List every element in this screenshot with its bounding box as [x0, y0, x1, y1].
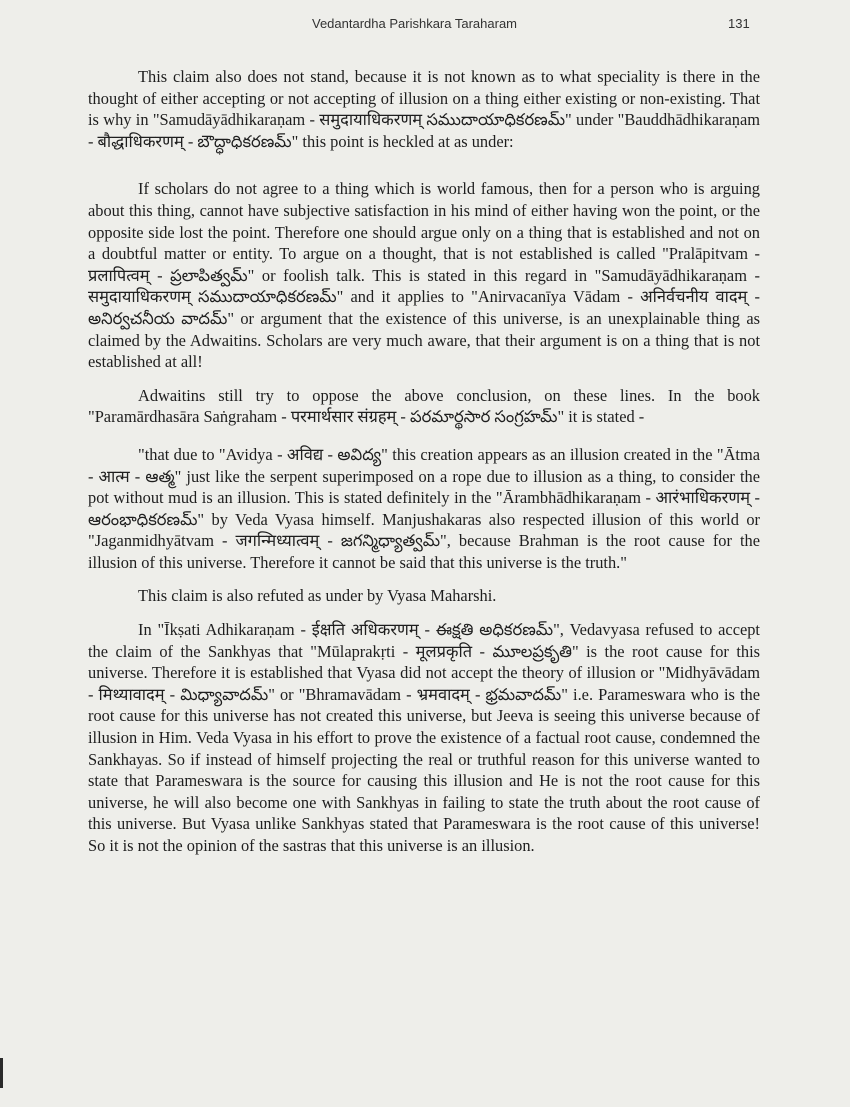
- page-header: [0, 16, 850, 36]
- paragraph-2: If scholars do not agree to a thing which is world famous, then for a person who is arguing about this thing, cannot have subjective satisfaction in his mind of either having won the point, or the opposite side lost the point. Therefore one should argue only on a thing that is established and not on a doubtful matter or entity. To argue on a thought, that is not established is called "Pralāpitvam - प्रलापित्वम् - ప్రలాపిత్వమ్" or foolish talk. This is stated in this regard in "Samudāyādhikaraṇam - समुदायाधिकरणम् సముదాయాధికరణమ్" and it applies to "Anirvacanīya Vādam - अनिर्वचनीय वादम् - అనిర్వచనీయ వాదమ్" or argument that the existence of this universe, is an unexplainable thing as claimed by the Adwaitins. Scholars are very much aware, that their argument is on a thing that is not established at all!: [88, 179, 760, 372]
- paragraph-1: This claim also does not stand, because it is not known as to what speciality is there in the thought of either accepting or not accepting of illusion on a thing either existing or non-existing. That is why in "Samudāyādhikaraṇam - समुदायाधिकरणम् సముదాయాధికరణమ్" under "Bauddhādhikaraṇam - बौद्धाधिकरणम् - బౌద్ధాధికరణమ్" this point is heckled at as under:: [88, 67, 760, 151]
- paragraph-5: This claim is also refuted as under by Vyasa Maharshi.: [138, 586, 497, 606]
- running-title: Vedantardha Parishkara Taraharam: [312, 16, 517, 31]
- quoted-passage: "that due to "Avidya - अविद्य - అవిద్య" this creation appears as an illusion created in the "Ātma - आत्म - ఆత్మ" just like the serpent superimposed on a rope due to illusion as a thing, to consider the pot without mud is an illusion. This is stated definitely in the "Ārambhādhikaraṇam - आरंभाधिकरणम् - ఆరంభాధికరణమ్" by Veda Vyasa himself. Manjushakaras also respected illusion of this world or "Jaganmidhyātvam - जगन्मिध्यात्वम् - జగన్మిధ్యాత్వమ్", because Brahman is the root cause for the illusion of this universe. Therefore it cannot be said that this universe is the truth.": [88, 444, 760, 572]
- page-body: [88, 66, 760, 857]
- page-number: 131: [728, 16, 750, 31]
- paragraph-6: In "Īkṣati Adhikaraṇam - ईक्षति अधिकरणम् - ఈక్షతి అధికరణమ్", Vedavyasa refused to accept the claim of the Sankhyas that "Mūlaprakṛti - मूलप्रकृति - మూలప్రకృతి" is the root cause for this universe. Therefore it is established that Vyasa did not accept the theory of illusion or "Midhyāvādam - मिथ्यावादम् - మిధ్యావాదమ్" or "Bhramavādam - भ्रमवादम् - భ్రమవాదమ్" i.e. Parameswara who is the root cause for this universe has not created this universe, but Jeeva is seeing this universe because of illusion in Him. Veda Vyasa in his effort to prove the existence of a factual root cause, condemned the Sankhayas. So if instead of himself projecting the real or truthful reason for this universe wanted to state that Parameswara is the source for causing this illusion and He is not the root cause for this universe, he will also become one with Sankhyas in failing to state the truth about the root cause of this universe. But Vyasa unlike Sankhyas stated that Parameswara is the root cause of this universe! So it is not the opinion of the sastras that this universe is an illusion.: [88, 620, 760, 855]
- binding-edge-mark: [0, 1058, 3, 1088]
- paragraph-3: Adwaitins still try to oppose the above conclusion, on these lines. In the book "Paramārdhasāra Saṅgraham - परमार्थसार संग्रहम् - పరమార్థసార సంగ్రహమ్" it is stated -: [88, 385, 760, 427]
